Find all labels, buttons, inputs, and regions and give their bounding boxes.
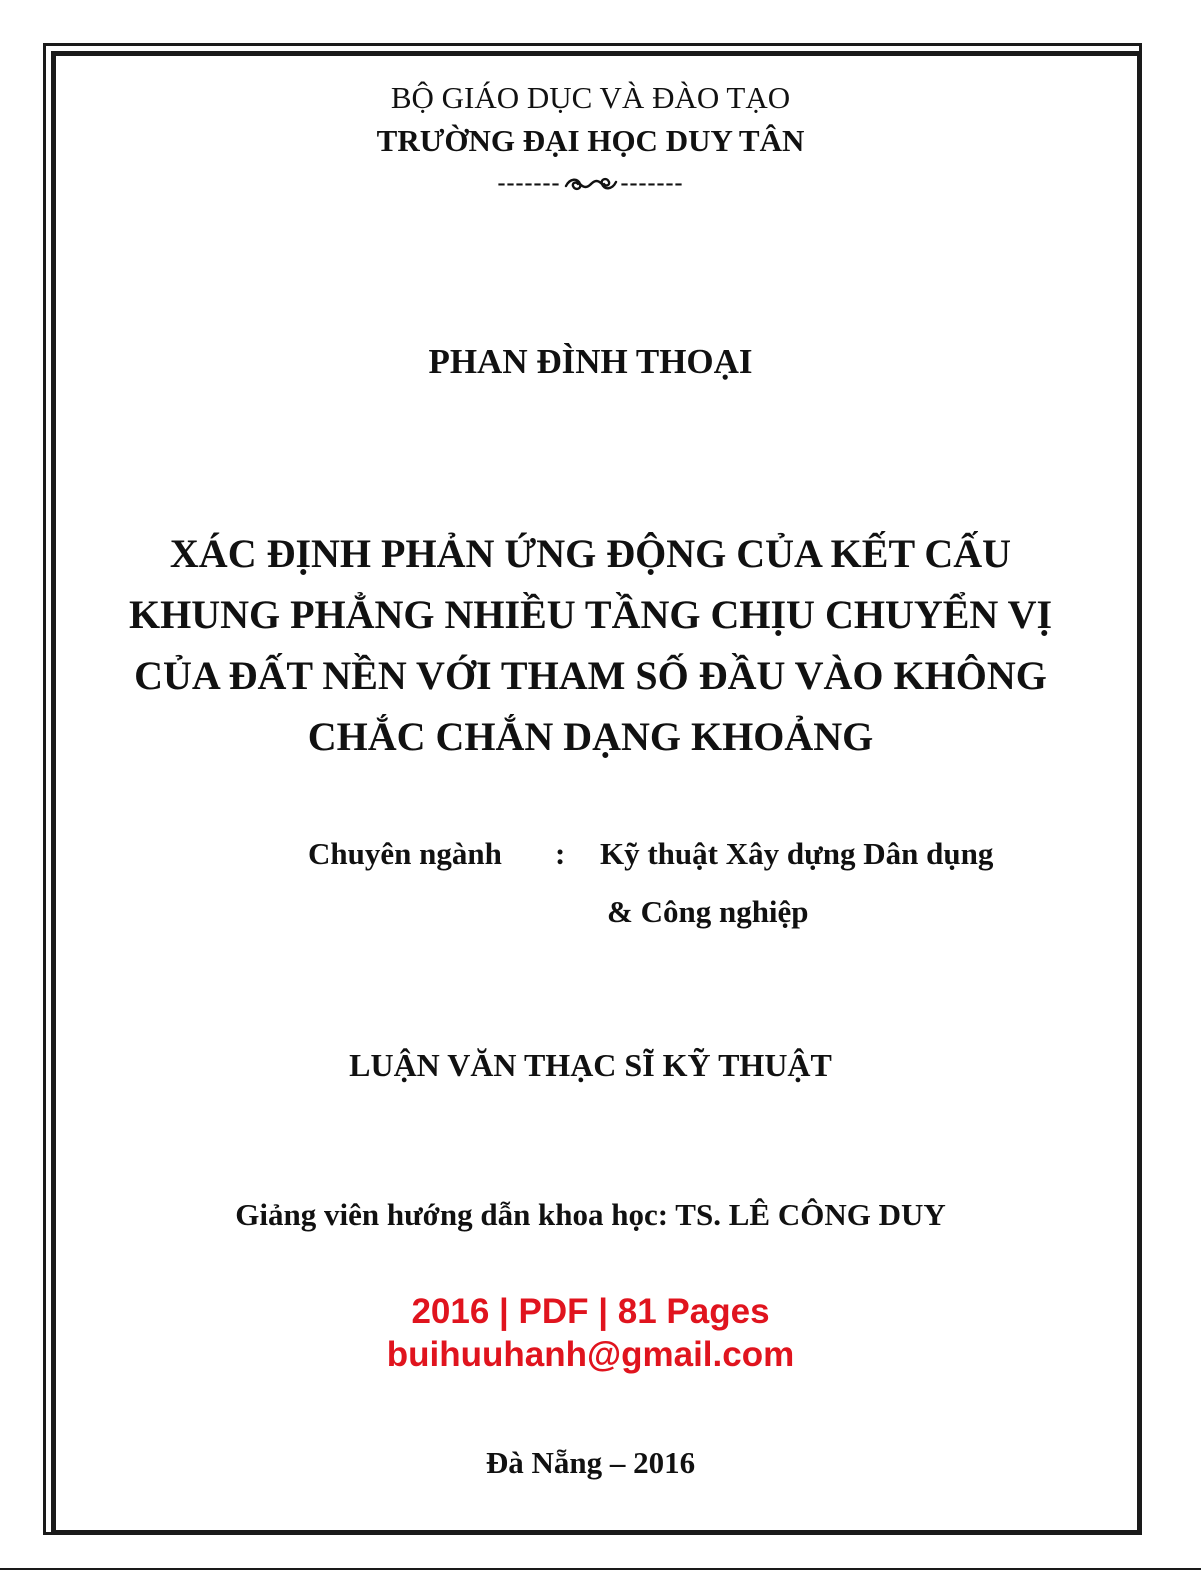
thesis-title-line-1: XÁC ĐỊNH PHẢN ỨNG ĐỘNG CỦA KẾT CẤU (169, 531, 1012, 576)
degree-type: LUẬN VĂN THẠC SĨ KỸ THUẬT (349, 1047, 832, 1083)
supervisor: Giảng viên hướng dẫn khoa học: TS. LÊ CÔNG DUY (235, 1197, 946, 1232)
specialty-label: Chuyên ngành (308, 836, 502, 871)
promo-info: 2016 | PDF | 81 Pages (411, 1292, 770, 1331)
thesis-title-line-4: CHẮC CHẮN DẠNG KHOẢNG (307, 714, 874, 759)
ministry-name: BỘ GIÁO DỤC VÀ ĐÀO TẠO (390, 80, 791, 115)
promo-email: buihuuhanh@gmail.com (386, 1335, 795, 1374)
thesis-title-line-2: KHUNG PHẲNG NHIỀU TẦNG CHỊU CHUYỂN VỊ (128, 592, 1053, 637)
specialty-value-line-2: & Công nghiệp (607, 894, 809, 929)
specialty-value-line-1: Kỹ thuật Xây dựng Dân dụng (600, 836, 994, 871)
divider-dashes-right: ------- (620, 170, 684, 196)
divider-dashes-left: ------- (497, 170, 561, 196)
place-date: Đà Nẵng – 2016 (485, 1445, 696, 1480)
bottom-rule (0, 1568, 1201, 1570)
author-name: PHAN ĐÌNH THOẠI (428, 342, 753, 381)
scroll-flourish-icon (562, 175, 620, 193)
specialty-separator: : (555, 836, 566, 871)
thesis-title-line-3: CỦA ĐẤT NỀN VỚI THAM SỐ ĐẦU VÀO KHÔNG (134, 653, 1047, 698)
university-name: TRƯỜNG ĐẠI HỌC DUY TÂN (376, 123, 805, 158)
header-divider (0, 170, 1181, 197)
